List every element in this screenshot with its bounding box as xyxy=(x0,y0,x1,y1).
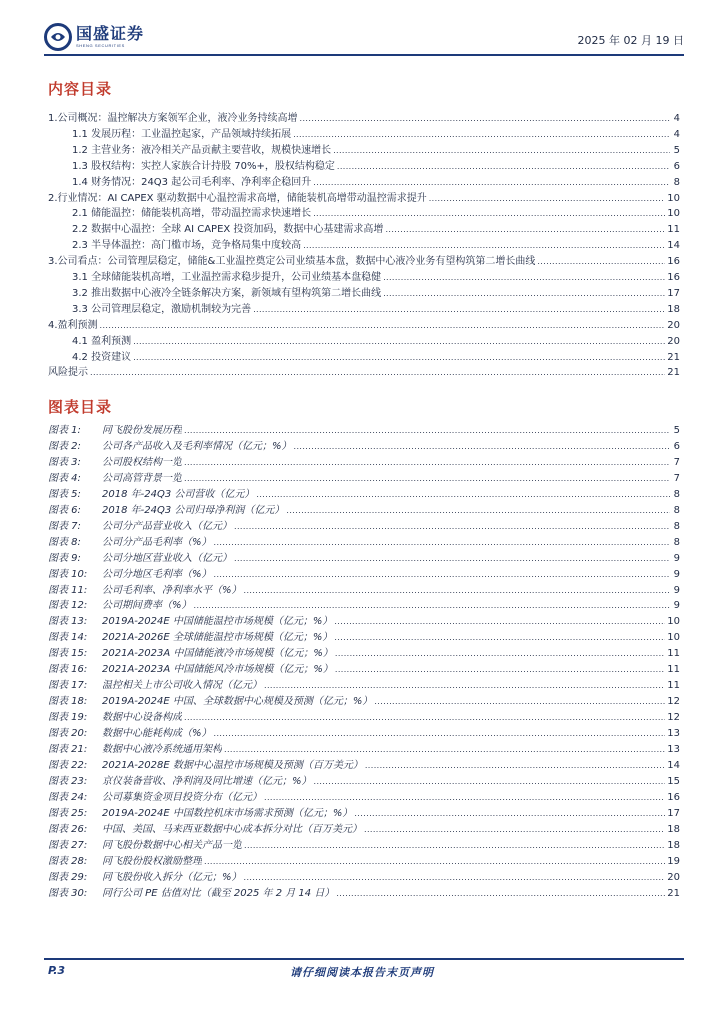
figure-entry[interactable] xyxy=(48,662,680,677)
figure-entry-text: 公司分地区营业收入（亿元） xyxy=(102,552,232,564)
figure-leader-dots xyxy=(354,806,665,821)
toc-entry-page: 14 xyxy=(667,240,680,252)
toc-leader-dots xyxy=(133,334,665,349)
figure-entry[interactable] xyxy=(48,646,680,661)
toc-entry-page: 21 xyxy=(667,351,680,363)
figure-entry-page: 18 xyxy=(667,839,680,851)
figure-entry[interactable] xyxy=(48,567,680,582)
toc-entry-page: 10 xyxy=(667,192,680,204)
figure-entry-page: 11 xyxy=(667,648,680,660)
toc-leader-dots xyxy=(313,206,665,221)
figure-entry-text: 2019A-2024E 中国储能温控市场规模（亿元；%） xyxy=(102,616,333,628)
toc-leader-dots xyxy=(333,143,670,158)
report-date: 2025 年 02 月 19 日 xyxy=(577,34,684,47)
figure-entry-text: 公司股权结构一览 xyxy=(102,456,182,468)
figure-leader-dots xyxy=(244,838,665,853)
figure-entry[interactable] xyxy=(48,758,680,773)
figure-entry-page: 10 xyxy=(667,616,680,628)
figure-entry-text: 公司高管背景一览 xyxy=(102,472,182,484)
figure-entry[interactable] xyxy=(48,535,680,550)
toc-entry[interactable] xyxy=(72,270,680,285)
figure-leader-dots xyxy=(335,662,665,677)
figure-entry-text: 公司分地区毛利率（%） xyxy=(102,568,212,580)
figure-entry-label: 图表 2: xyxy=(48,440,81,452)
figure-leader-dots xyxy=(244,870,666,885)
logo-text xyxy=(76,25,144,49)
toc-entry-text: 2.行业情况：AI CAPEX 驱动数据中心温控需求高增，储能装机高增带动温控需求提升 xyxy=(48,192,427,204)
figure-entry-label: 图表 20: xyxy=(48,728,88,740)
toc-entry-page: 4 xyxy=(673,113,680,124)
figure-entry[interactable] xyxy=(48,423,680,438)
figure-leader-dots xyxy=(184,423,670,438)
figure-leader-dots xyxy=(365,758,665,773)
toc-entry-text: 2.3 半导体温控：高门槛市场，竞争格局集中度较高 xyxy=(72,240,302,252)
figure-entry[interactable] xyxy=(48,710,680,725)
toc-entry[interactable] xyxy=(72,175,680,190)
footer-disclaimer: 请仔细阅读本报告末页声明 xyxy=(290,966,434,979)
toc-entry-page: 20 xyxy=(667,319,680,331)
toc-entry-page: 18 xyxy=(667,303,680,315)
figure-entry-label: 图表 15: xyxy=(48,648,88,660)
figure-entry-page: 11 xyxy=(667,664,680,676)
page-header xyxy=(44,22,684,52)
toc-entry[interactable] xyxy=(48,111,680,126)
figure-leader-dots xyxy=(336,886,665,901)
toc-entry-page: 4 xyxy=(673,128,680,140)
figure-entry[interactable] xyxy=(48,694,680,709)
figure-leader-dots xyxy=(234,519,670,534)
figure-entry-page: 9 xyxy=(673,584,680,596)
figures-title: 图表目录 xyxy=(48,398,113,416)
figure-entry-page: 16 xyxy=(667,791,680,803)
figure-entry-page: 9 xyxy=(673,600,680,612)
figure-entry-text: 同飞股份股权激励整理 xyxy=(102,855,202,867)
figure-entry-label: 图表 26: xyxy=(48,823,88,835)
toc-leader-dots xyxy=(383,270,665,285)
figure-entry-text: 2021A-2023A 中国储能液冷市场规模（亿元；%） xyxy=(102,648,333,660)
toc-entry-text: 3.2 推出数据中心液冷全链条解决方案，新领域有望构筑第二增长曲线 xyxy=(72,287,382,299)
figure-entry-text: 公司毛利率、净利率水平（%） xyxy=(102,584,242,596)
figure-entry-label: 图表 29: xyxy=(48,871,88,883)
toc-entry-text: 2.2 数据中心温控：全球 AI CAPEX 投资加码，数据中心基建需求高增 xyxy=(72,224,384,236)
figure-entry-text: 公司募集资金项目投资分布（亿元） xyxy=(102,791,262,803)
figure-leader-dots xyxy=(294,439,670,454)
toc-leader-dots xyxy=(337,159,670,174)
toc-entry-page: 10 xyxy=(667,208,680,220)
toc-entry[interactable] xyxy=(72,302,680,317)
figure-entry-page: 21 xyxy=(667,887,680,899)
figure-entry-label: 图表 25: xyxy=(48,807,88,819)
figure-entry-text: 同飞股份收入拆分（亿元；%） xyxy=(102,871,242,883)
figure-entry-label: 图表 28: xyxy=(48,855,88,867)
toc-entry[interactable] xyxy=(72,222,680,237)
toc-leader-dots xyxy=(293,127,670,142)
figure-entry-label: 图表 11: xyxy=(48,584,88,596)
figure-entry-page: 12 xyxy=(667,712,680,724)
figure-entry[interactable] xyxy=(48,774,680,789)
toc-entry-page: 8 xyxy=(673,176,680,188)
figure-entry[interactable] xyxy=(48,455,680,470)
figure-entry-label: 图表 23: xyxy=(48,775,88,787)
toc-entry-text: 1.2 主营业务：液冷相关产品贡献主要营收，规模快速增长 xyxy=(72,144,332,156)
figure-entry-text: 公司各产品收入及毛利率情况（亿元；%） xyxy=(102,440,292,452)
toc-entry-page: 16 xyxy=(667,256,680,268)
toc-entry-text: 1.4 财务情况：24Q3 起公司毛利率、净利率企稳回升 xyxy=(72,176,312,188)
figure-entry-page: 5 xyxy=(673,425,680,436)
toc-leader-dots xyxy=(385,222,665,237)
figure-entry[interactable] xyxy=(48,551,680,566)
figure-entry-page: 14 xyxy=(667,759,680,771)
figure-entry-page: 13 xyxy=(667,728,680,740)
figure-entry-page: 8 xyxy=(673,536,680,548)
figure-entry-page: 9 xyxy=(673,552,680,564)
toc-leader-dots xyxy=(300,111,670,126)
figure-entry-page: 11 xyxy=(667,680,680,692)
figure-leader-dots xyxy=(184,710,665,725)
figure-entry-text: 数据中心液冷系统通用架构 xyxy=(102,744,222,755)
figure-entry[interactable] xyxy=(48,742,680,757)
figure-entry-page: 10 xyxy=(667,632,680,644)
figure-entry-label: 图表 7: xyxy=(48,520,81,532)
toc-leader-dots xyxy=(90,365,665,380)
toc-entry-text: 1.3 股权结构：实控人家族合计持股 70%+，股权结构稳定 xyxy=(72,160,335,172)
figure-entry-label: 图表 24: xyxy=(48,791,88,803)
figure-leader-dots xyxy=(334,614,665,629)
figure-entry[interactable] xyxy=(48,854,680,869)
figure-entry-page: 17 xyxy=(667,807,680,819)
toc-entry-page: 16 xyxy=(667,272,680,283)
toc-entry-text: 4.2 投资建议 xyxy=(72,351,132,363)
toc-entry-text: 3.公司看点：公司管理层稳定，储能&工业温控奠定公司业绩基本盘，数据中心液冷业务有望构筑第二增长曲线 xyxy=(48,256,536,268)
figure-entry[interactable] xyxy=(48,614,680,629)
figure-entry-label: 图表 21: xyxy=(48,744,88,755)
figure-entry-page: 6 xyxy=(673,440,680,452)
figure-leader-dots xyxy=(184,455,670,470)
logo-icon xyxy=(44,23,72,51)
toc-entry[interactable] xyxy=(48,318,680,333)
figure-entry-label: 图表 22: xyxy=(48,759,88,771)
figure-entry-text: 2021A-2026E 全球储能温控市场规模（亿元；%） xyxy=(102,632,333,644)
figure-leader-dots xyxy=(314,774,666,789)
figure-entry[interactable] xyxy=(48,790,680,805)
figure-entry-page: 13 xyxy=(667,744,680,755)
header-divider xyxy=(44,54,684,56)
figure-entry[interactable] xyxy=(48,487,680,502)
toc-entry[interactable] xyxy=(72,159,680,174)
figure-entry-text: 同飞股份数据中心相关产品一览 xyxy=(102,839,242,851)
company-logo xyxy=(44,22,144,52)
toc-leader-dots xyxy=(429,191,666,206)
figure-entry-label: 图表 19: xyxy=(48,712,88,724)
figure-entry-label: 图表 10: xyxy=(48,568,88,580)
toc-entry[interactable] xyxy=(48,254,680,269)
figure-entry-text: 公司期间费率（%） xyxy=(102,600,192,612)
toc-leader-dots xyxy=(313,175,670,190)
figure-entry-page: 8 xyxy=(673,504,680,516)
toc-entry[interactable] xyxy=(48,191,680,206)
figure-entry-text: 同行公司 PE 估值对比（截至 2025 年 2 月 14 日） xyxy=(102,887,335,899)
figure-leader-dots xyxy=(335,646,665,661)
toc-entry[interactable] xyxy=(72,286,680,301)
figure-leader-dots xyxy=(234,551,670,566)
figure-entry-page: 19 xyxy=(667,855,680,867)
toc-title: 内容目录 xyxy=(48,80,113,98)
toc-leader-dots xyxy=(303,238,665,253)
toc-entry-text: 3.3 公司管理层稳定，激励机制较为完善 xyxy=(72,303,252,315)
figure-entry-text: 数据中心设备构成 xyxy=(102,712,182,724)
figure-entry-text: 数据中心能耗构成（%） xyxy=(102,728,212,740)
toc-entry-text: 3.1 全球储能装机高增，工业温控需求稳步提升，公司业绩基本盘稳健 xyxy=(72,272,382,283)
figure-entry[interactable] xyxy=(48,598,680,613)
figure-leader-dots xyxy=(204,854,665,869)
toc-entry[interactable] xyxy=(72,127,680,142)
toc-entry[interactable] xyxy=(72,206,680,221)
figure-entry-label: 图表 4: xyxy=(48,472,81,484)
figure-entry[interactable] xyxy=(48,439,680,454)
figure-entry-label: 图表 13: xyxy=(48,616,88,628)
figure-entry-page: 8 xyxy=(673,488,680,500)
figure-entry-page: 12 xyxy=(667,696,680,708)
figure-entry-label: 图表 16: xyxy=(48,664,88,676)
figure-leader-dots xyxy=(264,678,665,693)
figure-entry-page: 9 xyxy=(673,568,680,580)
figure-leader-dots xyxy=(214,567,670,582)
toc-leader-dots xyxy=(100,318,666,333)
figure-leader-dots xyxy=(334,630,665,645)
figure-entry-page: 7 xyxy=(673,472,680,484)
figure-entry[interactable] xyxy=(48,822,680,837)
figure-entry-label: 图表 30: xyxy=(48,887,88,899)
figure-entry-label: 图表 9: xyxy=(48,552,81,564)
toc-entry-text: 2.1 储能温控：储能装机高增，带动温控需求快速增长 xyxy=(72,208,312,220)
figure-entry-text: 2021A-2028E 数据中心温控市场规模及预测（百万美元） xyxy=(102,759,363,771)
figure-leader-dots xyxy=(184,471,670,486)
toc-entry[interactable] xyxy=(72,238,680,253)
figure-leader-dots xyxy=(364,822,665,837)
toc-leader-dots xyxy=(383,286,665,301)
figure-entry[interactable] xyxy=(48,726,680,741)
figure-entry[interactable] xyxy=(48,886,680,901)
toc-leader-dots xyxy=(133,350,665,365)
toc-entry-page: 17 xyxy=(667,287,680,299)
figure-entry-label: 图表 12: xyxy=(48,600,88,612)
figure-leader-dots xyxy=(374,694,665,709)
figure-entry[interactable] xyxy=(48,630,680,645)
toc-entry-text: 1.1 发展历程：工业温控起家，产品领域持续拓展 xyxy=(72,128,292,140)
figure-leader-dots xyxy=(194,598,670,613)
figure-entry-text: 京仪装备营收、净利润及同比增速（亿元；%） xyxy=(102,775,312,787)
logo-cn: 国盛证券 xyxy=(76,24,145,43)
figure-entry-text: 2019A-2024E 中国数控机床市场需求预测（亿元；%） xyxy=(102,807,353,819)
toc-entry-text: 风险提示 xyxy=(48,367,88,379)
toc-entry-page: 21 xyxy=(667,367,680,379)
figure-entry-label: 图表 27: xyxy=(48,839,88,851)
toc-entry[interactable] xyxy=(72,334,680,349)
figure-entry-label: 图表 8: xyxy=(48,536,81,548)
figure-entry-page: 15 xyxy=(667,775,680,787)
figure-entry-text: 2018 年-24Q3 公司营收（亿元） xyxy=(102,488,255,500)
figure-entry-text: 2021A-2023A 中国储能风冷市场规模（亿元；%） xyxy=(102,664,333,676)
figure-entry-text: 同飞股份发展历程 xyxy=(102,425,182,436)
figure-entry-page: 7 xyxy=(673,456,680,468)
toc-entry[interactable] xyxy=(48,365,680,380)
toc-entry-page: 20 xyxy=(667,335,680,347)
figure-leader-dots xyxy=(224,742,665,757)
figure-entry-label: 图表 14: xyxy=(48,632,88,644)
figure-entry-text: 2018 年-24Q3 公司归母净利润（亿元） xyxy=(102,504,285,516)
toc-entry[interactable] xyxy=(72,143,680,158)
toc-entry[interactable] xyxy=(72,350,680,365)
figure-leader-dots xyxy=(286,503,670,518)
figure-entry-label: 图表 3: xyxy=(48,456,81,468)
figure-entry[interactable] xyxy=(48,503,680,518)
figure-entry[interactable] xyxy=(48,519,680,534)
figure-entry[interactable] xyxy=(48,838,680,853)
figure-entry[interactable] xyxy=(48,678,680,693)
figure-entry[interactable] xyxy=(48,806,680,821)
figure-entry-text: 公司分产品毛利率（%） xyxy=(102,536,212,548)
figure-entry-label: 图表 1: xyxy=(48,425,81,436)
figure-leader-dots xyxy=(214,535,670,550)
figure-leader-dots xyxy=(244,583,670,598)
figure-leader-dots xyxy=(256,487,670,502)
figure-entry-label: 图表 17: xyxy=(48,680,88,692)
figure-entry-page: 18 xyxy=(667,823,680,835)
figure-entry-page: 8 xyxy=(673,520,680,532)
toc-entry-text: 1.公司概况：温控解决方案领军企业，液冷业务持续高增 xyxy=(48,113,298,124)
footer-divider xyxy=(44,958,684,960)
figure-entry-text: 温控相关上市公司收入情况（亿元） xyxy=(102,680,262,692)
toc-entry-text: 4.盈利预测 xyxy=(48,319,98,331)
toc-entry-page: 11 xyxy=(667,224,680,236)
toc-entry-text: 4.1 盈利预测 xyxy=(72,335,132,347)
logo-en: SHENG SECURITIES xyxy=(76,43,125,48)
figure-entry-label: 图表 18: xyxy=(48,696,88,708)
figure-entry[interactable] xyxy=(48,471,680,486)
figure-entry-label: 图表 5: xyxy=(48,488,81,500)
figure-leader-dots xyxy=(214,726,666,741)
toc-entry-page: 6 xyxy=(673,160,680,172)
page-number: P.3 xyxy=(48,964,66,977)
figure-entry-text: 公司分产品营业收入（亿元） xyxy=(102,520,232,532)
toc-leader-dots xyxy=(253,302,665,317)
figure-entry[interactable] xyxy=(48,583,680,598)
figure-leader-dots xyxy=(264,790,665,805)
figure-entry[interactable] xyxy=(48,870,680,885)
figure-entry-label: 图表 6: xyxy=(48,504,81,516)
figure-entry-page: 20 xyxy=(667,871,680,883)
toc-entry-page: 5 xyxy=(673,144,680,156)
figure-entry-text: 中国、美国、马来西亚数据中心成本拆分对比（百万美元） xyxy=(102,823,362,835)
toc-leader-dots xyxy=(537,254,665,269)
figure-entry-text: 2019A-2024E 中国、全球数据中心规模及预测（亿元；%） xyxy=(102,696,373,708)
